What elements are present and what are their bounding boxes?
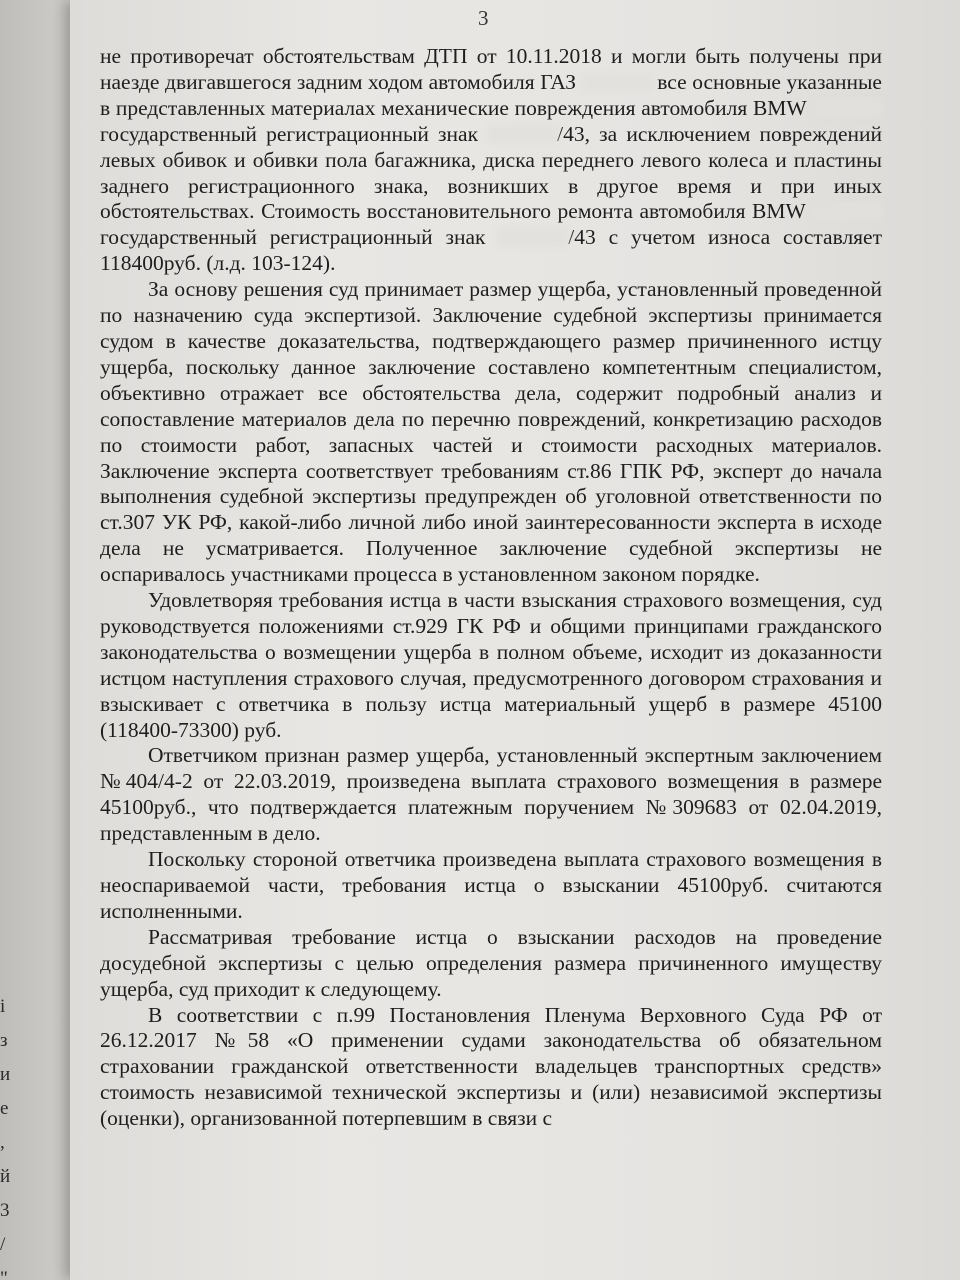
paragraph-defendant-payment: Ответчиком признан размер ущерба, установленный экспертным заключением №404/4-2 от 22.03.2019, произведена выплата страхового возмещения в размере 45100руб., что подтверждается платежным поручением №309683 от 02.04.2019, представленным в дело. xyxy=(100,743,882,846)
underlying-page-letters xyxy=(0,990,22,1280)
document-body xyxy=(100,44,882,1132)
margin-letter: е xyxy=(0,1098,9,1119)
underlying-page-edge xyxy=(0,0,70,1280)
margin-letter: , xyxy=(0,1132,5,1153)
paragraph-satisfy-claim: Удовлетворяя требования истца в части взыскания страхового возмещения, суд руководствуется положениями ст.929 ГК РФ и общими принципами гражданского законодательства о возмещении ущерба в полном объеме, исходит из доказанности истцом наступления страхового случая, предусмотренного договором страхования и взыскивает с ответчика в пользу истца материальный ущерб в размере 45100 (118400-73300) руб. xyxy=(100,588,882,742)
paragraph-expenses: Рассматривая требование истца о взыскании расходов на проведение досудебной экспертизы с целью определения размера причиненного имуществу ущерба, суд приходит к следующему. xyxy=(100,924,882,1001)
redacted-plate xyxy=(487,125,557,143)
margin-letter: й xyxy=(0,1166,11,1187)
margin-letter: з xyxy=(0,1030,8,1051)
margin-letter: " xyxy=(0,1268,8,1280)
margin-letter: і xyxy=(0,996,6,1017)
paragraph-claim-fulfilled: Поскольку стороной ответчика произведена выплата страхового возмещения в неоспариваемой части, требования истца о взыскании 45100руб. считаются исполненными. xyxy=(100,847,882,923)
margin-letter: и xyxy=(0,1064,11,1085)
page-number: 3 xyxy=(478,6,489,30)
margin-letter: 3 xyxy=(0,1200,10,1221)
paragraph-expertise: За основу решения суд принимает размер ущерба, установленный проведенной по назначению суда экспертизой. Заключение судебной экспертизы принимается судом в качестве доказательства, подтверждающего размер причиненного истцу ущерба, поскольку данное заключение составлено компетентным специалистом, объективно отражает все обстоятельства дела, содержит подробный анализ и сопоставление материалов дела по перечню повреждений, конкретизацию расходов по стоимости работ, запасных частей и стоимости расходных материалов. Заключение эксперта соответствует требованиям ст.86 ГПК РФ, эксперт до начала выполнения судебной экспертизы предупрежден об уголовной ответственности по ст.307 УК РФ, какой-либо личной либо иной заинтересованности эксперта в исходе дела не усматривается. Полученное заключение судебной экспертизы не оспаривалось участниками процесса в установленном законом порядке. xyxy=(100,277,882,587)
paragraph-plenum: В соответствии с п.99 Постановления Пленума Верховного Суда РФ от 26.12.2017 №58 «О применении судами законодательства об обязательном страховании гражданской ответственности владельцев транспортных средств» стоимость независимой технической экспертизы и (или) независимой экспертизы (оценки), организованной потерпевшим в связи с xyxy=(100,1002,882,1131)
redacted-plate xyxy=(582,73,652,91)
redacted-plate xyxy=(498,228,568,246)
redacted-model xyxy=(812,99,882,117)
margin-letter: / xyxy=(0,1234,6,1255)
paragraph-continuation: не противоречат обстоятельствам ДТП от 10.11.2018 и могли быть получены при наезде двигавшегося задним ходом автомобиля ГАЗ все основные указанные в представленных материалах механические повреждения автомобиля BMW государственный регистрационный знак /43, за исключением повреждений левых обивок и обивки пола багажника, диска переднего левого колеса и пластины заднего регистрационного знака, возникших в другое время и при иных обстоятельствах. Стоимость восстановительного ремонта автомобиля BMW государственный регистрационный знак /43 с учетом износа составляет 118400руб. (л.д. 103-124). xyxy=(100,44,883,276)
redacted-model xyxy=(812,202,882,220)
